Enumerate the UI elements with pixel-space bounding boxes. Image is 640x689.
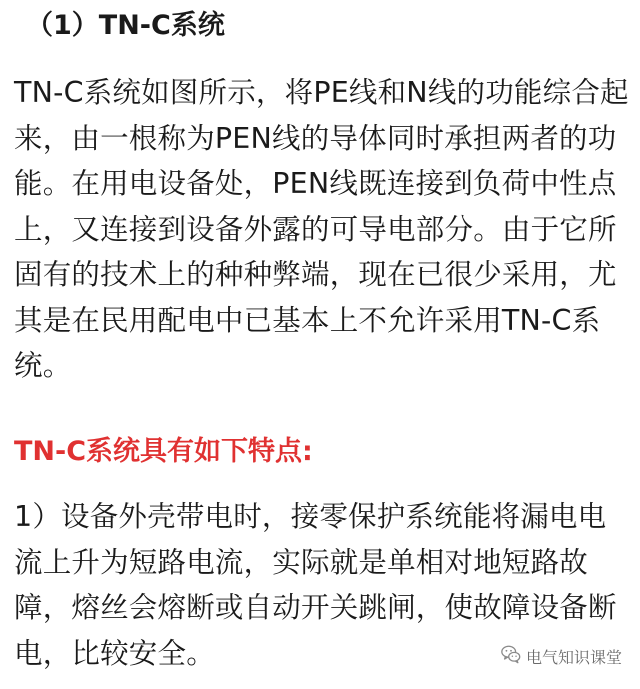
paragraph-line: 来，由一根称为PEN线的导体同时承担两者的功 (14, 121, 617, 155)
paragraph-line: 其是在民用配电中已基本上不允许采用TN-C系 (14, 303, 601, 337)
paragraph-line: 能。在用电设备处，PEN线既连接到负荷中性点 (14, 167, 617, 200)
paragraph-line: 障，熔丝会熔断或自动开关跳闸，使故障设备断 (14, 591, 617, 624)
paragraph-line: 固有的技术上的种种弊端，现在已很少采用，尤 (14, 258, 617, 291)
paragraph-line: 统。 (14, 349, 72, 382)
watermark (500, 643, 622, 669)
features-heading: TN-C系统具有如下特点: (14, 436, 313, 467)
section-heading: （1）TN-C系统 (26, 10, 225, 41)
watermark-text: 电气知识课堂 (525, 647, 622, 667)
paragraph-line: TN-C系统如图所示，将PE线和N线的功能综合起 (14, 76, 629, 109)
paragraph-line: 电，比较安全。 (14, 636, 215, 670)
wechat-icon (500, 643, 522, 669)
paragraph-line: 流上升为短路电流，实际就是单相对地短路故 (14, 545, 589, 579)
description-paragraph (14, 70, 630, 389)
paragraph-line: 1）设备外壳带电时，接零保护系统能将漏电电 (14, 500, 607, 533)
paragraph-line: 上，又连接到设备外露的可导电部分。由于它所 (14, 212, 617, 246)
